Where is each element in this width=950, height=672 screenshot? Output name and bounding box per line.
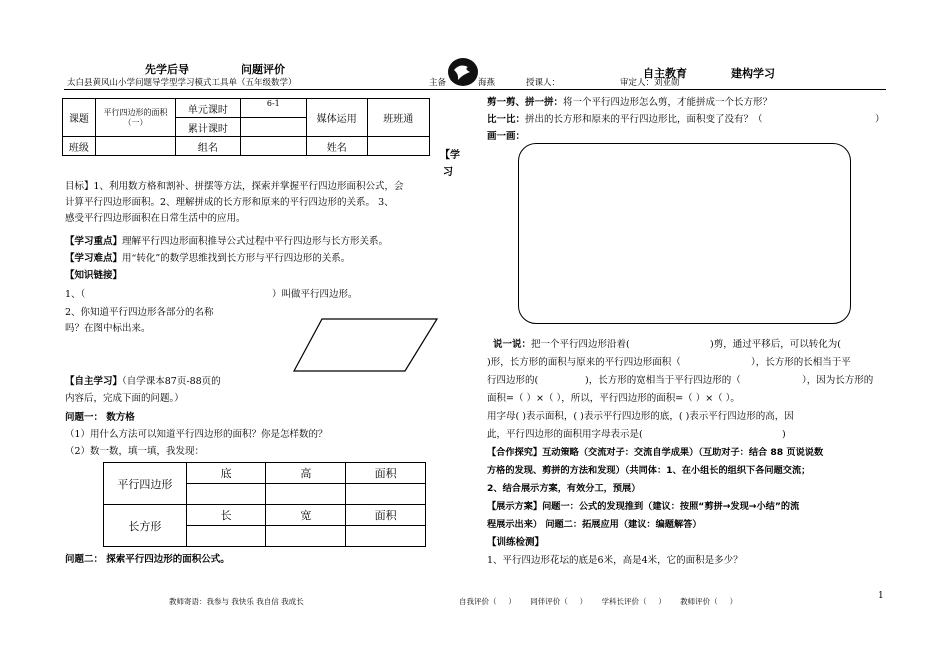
header-title-right-2: 建构学习 <box>731 67 775 80</box>
compare-label: 比一比： <box>487 114 526 125</box>
say-line-3c: ），因为长方形的 <box>802 375 874 386</box>
show-line-1: 【展示方案】问题一：公式的发现推到（建议：按照“剪拼→发现→小结”的流 <box>487 501 800 512</box>
base-cell[interactable] <box>186 484 266 505</box>
area2-header: 面积 <box>346 505 426 526</box>
footer-motto: 教师寄语：我参与 我快乐 我自信 我成长 <box>169 597 304 606</box>
q1-end: ）叫做平行四边形。 <box>272 289 358 300</box>
say-line-3a: 行四边形的( <box>487 375 539 386</box>
coop-line-2: 方格的发现、剪拼的方法和发现）（共同体：1、在小组长的组织下各问题交流； <box>487 465 811 476</box>
difficulty <box>65 251 350 267</box>
length-header: 长 <box>186 505 266 526</box>
cut-line <box>487 95 772 111</box>
media-value: 班班通 <box>367 99 430 137</box>
length-cell[interactable] <box>186 526 266 547</box>
say-line-2a: )形，长方形的面积与原来的平行四边形面积（ <box>487 357 681 368</box>
class-value <box>95 137 175 156</box>
drawing-box[interactable] <box>518 143 851 324</box>
area-cell[interactable] <box>346 484 426 505</box>
page-number: 1 <box>878 591 884 601</box>
parallelogram-label: 平行四边形 <box>104 463 187 505</box>
teacher-label: 授课人： <box>526 78 561 88</box>
goal-tag-1: 【学 <box>440 150 460 161</box>
say-text-1: 把一个平行四边形沿着( <box>531 339 630 350</box>
diff-text: 用“转化”的数学思维找到长方形与平行四边形的关系。 <box>122 253 351 264</box>
class-label: 班级 <box>63 137 96 156</box>
cut-text: 将一个平行四边形怎么剪，才能拼成一个长方形？ <box>563 97 773 108</box>
header-title-right-1: 自主教育 <box>643 67 687 80</box>
footer-evaluation: 自我评价（ ） 同伴评价（ ） 学科长评价（ ） 教师评价（ ） <box>459 597 738 606</box>
topic-label: 课题 <box>63 99 96 137</box>
say-line-6a: 此，平行四边形的面积用字母表示是( <box>487 429 643 440</box>
area-header: 面积 <box>346 463 426 484</box>
show-line-2: 程展示出来） 问题二：拓展应用（建议：编题解答） <box>487 519 702 530</box>
say-line-1a <box>493 337 630 353</box>
width-header: 宽 <box>266 505 346 526</box>
problem-2-title: 问题二： 探索平行四边形的面积公式。 <box>65 554 230 565</box>
area2-cell[interactable] <box>346 526 426 547</box>
say-line-6b: ) <box>782 429 786 440</box>
school-line: 太白县黄风山小学问题导学型学习模式工具单（五年级数学） <box>67 78 297 88</box>
header-title-left-1: 先学后导 <box>145 63 189 76</box>
self-text-a: （自学课本87页-88页的 <box>122 376 221 387</box>
compare-text: 拼出的长方形和原来的平行四边形比，面积变了没有？（ <box>525 114 763 125</box>
self-label: 【自主学习】 <box>65 376 123 387</box>
goal-tag-2: 习 <box>443 167 453 178</box>
base-header: 底 <box>186 463 266 484</box>
problem-1-q2: （2）数一数，填一填，我发现： <box>65 446 205 457</box>
header-title-left-2: 问题评价 <box>241 63 285 76</box>
problem-1-q1: （1）用什么方法可以知道平行四边形的面积？你是怎样数的？ <box>65 429 328 440</box>
group-label: 组名 <box>176 137 240 156</box>
height-header: 高 <box>266 463 346 484</box>
unit-value: 6-1 <box>240 99 306 118</box>
coop-line-1: 【合作探究】互动策略（交流对子：交流自学成果）（互助对子：结合 88 页说说数 <box>487 447 824 458</box>
name-value <box>367 137 430 156</box>
key-text: 理解平行四边形面积推导公式过程中平行四边形与长方形关系。 <box>122 236 389 247</box>
q2-line-2: 吗？在图中标出来。 <box>65 323 151 334</box>
say-line-5: 用字母( )表示面积，( )表示平行四边形的底，( )表示平行四边形的高，因 <box>487 411 794 422</box>
rectangle-label: 长方形 <box>104 505 187 547</box>
parallelogram-figure <box>292 316 440 374</box>
reviewer: 审定人：刘亚勋 <box>620 78 680 88</box>
goals-line-1: 目标】1、利用数方格和割补、拼摆等方法，探索并掌握平行四边形面积公式，会 <box>65 181 404 192</box>
problem-1-title: 问题一： 数方格 <box>65 412 135 423</box>
cumulative-label: 累计课时 <box>176 118 240 137</box>
chief-name: 海燕 <box>478 78 496 88</box>
self-study-line-1 <box>65 374 221 390</box>
say-line-1b: )剪，通过平移后，可以转化为( <box>710 339 841 350</box>
self-study-line-2: 内容后，完成下面的问题。） <box>65 393 184 404</box>
say-line-3b: )，长方形的宽相当于平行四边形的（ <box>585 375 741 386</box>
header-rule <box>64 89 886 90</box>
cumulative-value <box>240 118 306 137</box>
school-logo <box>447 56 479 92</box>
compare-end: ） <box>875 114 885 125</box>
cut-label: 剪一剪、拼一拼： <box>487 97 564 108</box>
name-label: 姓名 <box>307 137 367 156</box>
say-label: 说一说： <box>493 339 532 350</box>
q2-line-1: 2、你知道平行四边形各部分的名称 <box>65 307 214 318</box>
chief-label: 主备 <box>429 78 447 88</box>
key-label: 【学习重点】 <box>65 236 123 247</box>
diff-label: 【学习难点】 <box>65 253 123 264</box>
height-cell[interactable] <box>266 484 346 505</box>
say-line-4: 面积=（ ）×（ ），所以，平行四边形的面积=（ ）×（ ）。 <box>487 393 740 404</box>
goals-line-2: 计算平行四边形面积。2、理解拼成的长方形和原来的平行四边形的关系。 3、 <box>65 197 394 208</box>
unit-label: 单元课时 <box>176 99 240 118</box>
link-label: 【知识链接】 <box>65 270 123 281</box>
train-q1: 1、平行四边形花坛的底是6米，高是4米，它的面积是多少？ <box>487 555 743 566</box>
draw-label: 画一画： <box>487 131 526 142</box>
train-label: 【训练检测】 <box>487 537 545 548</box>
compare-line <box>487 112 763 128</box>
say-line-2b: ），长方形的长相当于平 <box>751 357 851 368</box>
topic-value: 平行四边形的面积（一） <box>95 99 175 137</box>
q1-start: 1、（ <box>65 289 86 300</box>
fill-table <box>103 462 426 547</box>
width-cell[interactable] <box>266 526 346 547</box>
goals-line-3: 感受平行四边形面积在日常生活中的应用。 <box>65 213 246 224</box>
group-value <box>240 137 306 156</box>
key-point <box>65 234 388 250</box>
coop-line-3: 2、结合展示方案，有效分工，预展） <box>487 483 641 494</box>
info-table <box>62 98 430 156</box>
media-label: 媒体运用 <box>307 99 367 137</box>
